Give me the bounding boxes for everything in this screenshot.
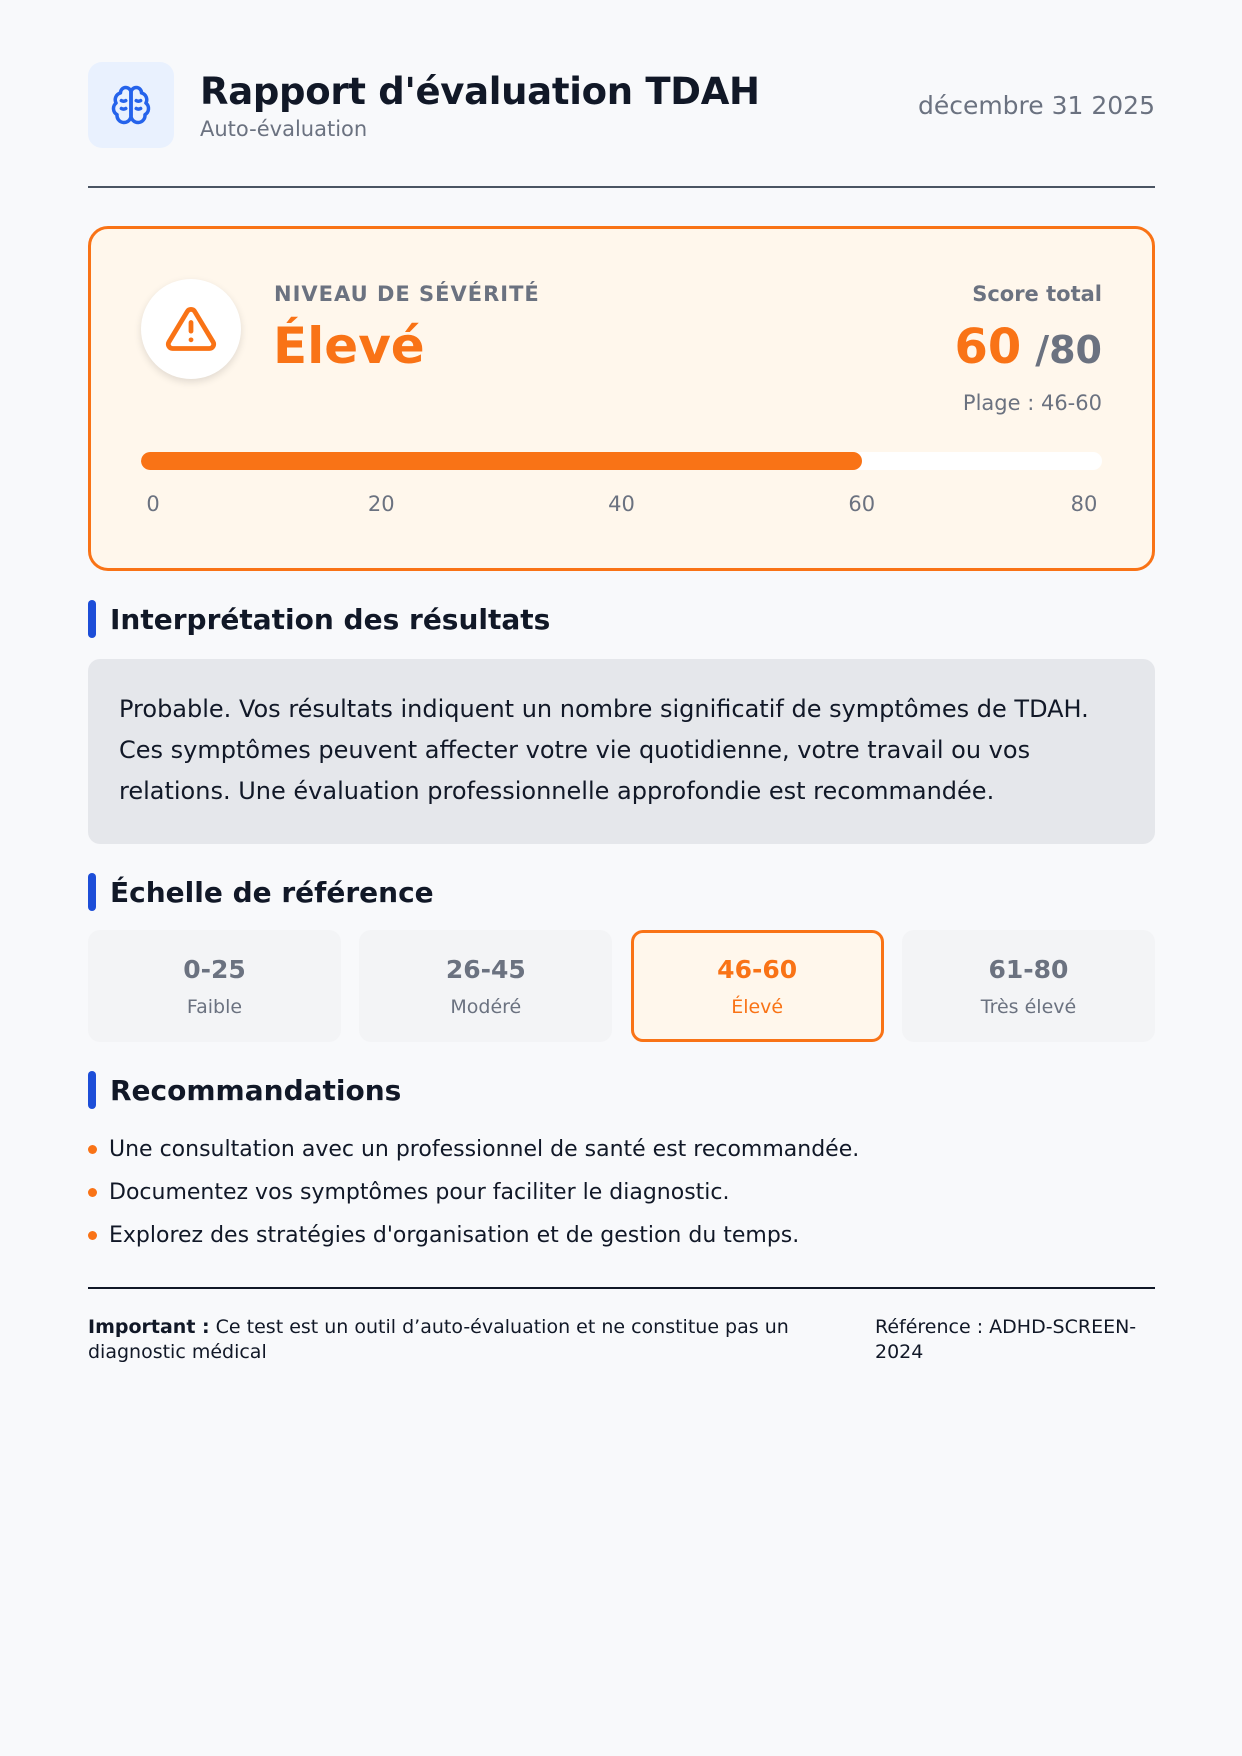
severity-card (88, 226, 1155, 571)
report-page (88, 62, 1155, 1365)
recommendation-text: Explorez des stratégies d'organisation et de gestion du temps. (109, 1223, 800, 1248)
recommendations-title: Recommandations (110, 1073, 402, 1107)
list-item (88, 1214, 1155, 1257)
interpretation-header (88, 599, 1155, 639)
score-range: Plage : 46-60 (962, 391, 1102, 415)
page-title: Rapport d'évaluation TDAH (200, 69, 760, 113)
scale-tick-label: 20 (367, 492, 395, 516)
section-accent-bar (88, 873, 96, 911)
header-divider (88, 186, 1155, 188)
scale-tick-label: 40 (608, 492, 635, 516)
section-accent-bar (88, 1071, 96, 1109)
scale-title: Échelle de référence (110, 875, 434, 909)
scale-range: 61-80 (988, 954, 1069, 984)
scale-tick-label: 0 (146, 492, 160, 516)
important-label: Important : (88, 1316, 210, 1338)
disclaimer (88, 1315, 848, 1365)
scale-tick-label: 60 (848, 492, 876, 516)
severity-value: Élevé (273, 317, 425, 375)
recommendation-text: Documentez vos symptômes pour faciliter le diagnostic. (109, 1180, 730, 1205)
scale-card-modere (359, 930, 612, 1042)
reference-scale (88, 930, 1155, 1042)
scale-label: Élevé (731, 995, 784, 1018)
recommendations-header (88, 1070, 1155, 1110)
interpretation-text: Probable. Vos résultats indiquent un nombre significatif de symptômes de TDAH. Ces symptômes peuvent affecter votre vie quotidienne, votre travail ou vos relations. Une évaluation professionnelle approfondie est recommandée. (88, 659, 1155, 844)
list-item (88, 1171, 1155, 1214)
scale-card-tres-eleve (902, 930, 1155, 1042)
score-label: Score total (972, 282, 1102, 306)
warning-badge (141, 279, 241, 379)
scale-label: Faible (186, 995, 243, 1018)
bullet-dot-icon (88, 1231, 97, 1240)
scale-card-faible (88, 930, 341, 1042)
report-header (88, 62, 1155, 148)
scale-tick-label: 80 (1070, 492, 1098, 516)
score-progress-fill (141, 452, 862, 470)
scale-label: Modéré (450, 995, 522, 1018)
score-line (954, 319, 1102, 375)
logo-badge (88, 62, 174, 148)
list-item (88, 1128, 1155, 1171)
warning-icon (165, 303, 217, 355)
disclaimer-text: Ce test est un outil d’auto-évaluation et ne constitue pas un diagnostic médical (88, 1316, 789, 1363)
severity-label: NIVEAU DE SÉVÉRITÉ (274, 282, 540, 306)
scale-header (88, 872, 1155, 912)
section-accent-bar (88, 600, 96, 638)
footer (88, 1315, 1155, 1365)
score-scale-ticks (141, 492, 1102, 522)
page-subtitle: Auto-évaluation (200, 116, 368, 141)
report-date: décembre 31 2025 (917, 90, 1155, 120)
brain-icon (110, 84, 152, 126)
reference-code: Référence : ADHD-SCREEN-2024 (875, 1316, 1137, 1363)
scale-range: 46-60 (717, 954, 798, 984)
bullet-dot-icon (88, 1145, 97, 1154)
scale-range: 26-45 (445, 954, 526, 984)
title-block (200, 70, 918, 141)
scale-label: Très élevé (980, 995, 1077, 1018)
score-progress-track (141, 452, 1102, 470)
interpretation-title: Interprétation des résultats (110, 602, 551, 636)
scale-range: 0-25 (183, 954, 246, 984)
score-value: 60 (954, 319, 1022, 375)
score-max: /80 (1035, 328, 1102, 372)
footer-divider (88, 1287, 1155, 1289)
scale-card-eleve (631, 930, 884, 1042)
recommendations-list (88, 1128, 1155, 1257)
recommendation-text: Une consultation avec un professionnel de santé est recommandée. (109, 1137, 860, 1162)
bullet-dot-icon (88, 1188, 97, 1197)
